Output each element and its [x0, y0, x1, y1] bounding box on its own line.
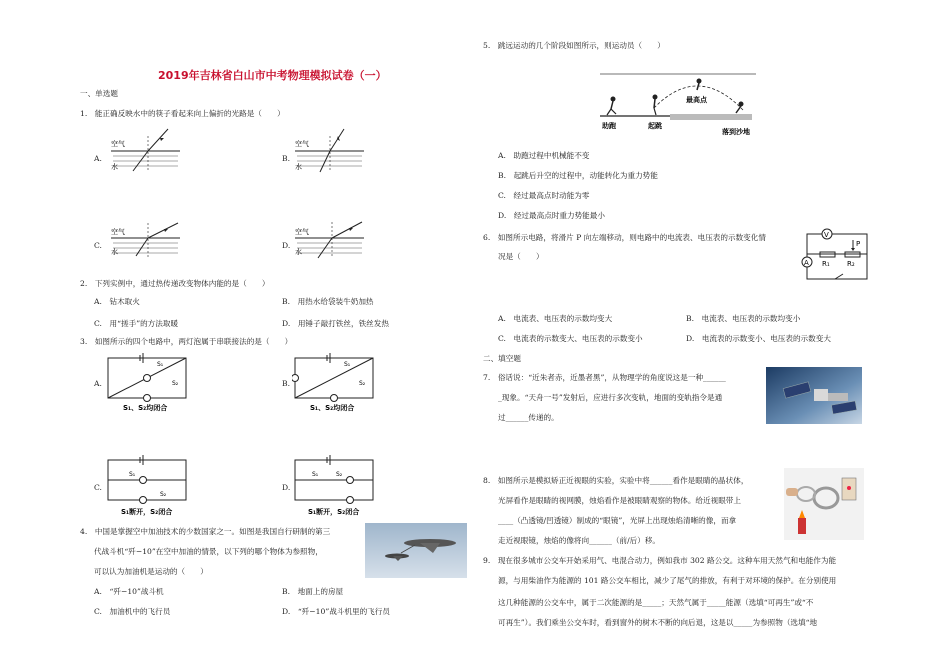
q5-option-b[interactable]: B. 起跳后升空的过程中，动能转化为重力势能: [498, 171, 658, 180]
q4-stem-line2: 代战斗机“歼−10”在空中加油的情景，以下列的哪个物体为参照物，: [94, 547, 323, 556]
q5-jump-label: 起跳: [648, 122, 662, 130]
q5-option-d[interactable]: D. 经过最高点时重力势能最小: [498, 211, 605, 220]
q2-option-b[interactable]: B. 用热水给袋装牛奶加热: [282, 297, 374, 306]
q4-option-c[interactable]: C. 加油机中的飞行员: [94, 607, 171, 616]
q4-stem-line3: 可以认为加油机是运动的（ ）: [94, 567, 208, 576]
q6-option-d[interactable]: D. 电流表的示数变小、电压表的示数变大: [686, 334, 831, 343]
q6-circuit-figure: [795, 222, 875, 287]
q1-figure-a: [108, 126, 183, 176]
q6-voltmeter-label: V: [824, 231, 829, 239]
svg-text:S₂: S₂: [336, 471, 343, 478]
q9-line4: 可再生”）。我们乘坐公交车时，看到窗外的树木不断的向后退，这是以_____为参照物（选填“地: [498, 618, 818, 627]
q1c-air-label: 空气: [111, 228, 125, 236]
q1-figure-d: [292, 218, 367, 268]
q2-option-c[interactable]: C. 用“搓手”的方法取暖: [94, 319, 179, 328]
q6-slider-label: P: [856, 240, 861, 248]
q3b-caption: S₁、S₂均闭合: [310, 404, 355, 412]
q2-stem: 2. 下列实例中，通过热传递改变物体内能的是（ ）: [80, 279, 270, 288]
q3-option-b-label[interactable]: B.: [282, 379, 290, 388]
svg-text:S₁: S₁: [344, 361, 351, 368]
q3-circuit-d: [292, 452, 377, 522]
q5-long-jump-figure: [598, 68, 758, 138]
q6-stem-line2: 况是（ ）: [498, 252, 544, 261]
q1-option-b-label[interactable]: B.: [282, 154, 290, 163]
q4-stem-line1: 4. 中国是掌握空中加油技术的少数国家之一。如图是我国自行研制的第三: [80, 527, 331, 536]
q7-line2: _现象。“天舟一号”发射后，应进行多次变轨，地面的变轨指令是通: [498, 393, 723, 402]
q4-option-b[interactable]: B. 地面上的房屋: [282, 587, 344, 596]
q8-lens-experiment-photo: [784, 468, 864, 540]
q3-circuit-c: [105, 452, 190, 522]
q7-line3: 过______传递的。: [498, 413, 559, 422]
q7-line1: 7. 俗话说：“近朱者赤，近墨者黑”，从物理学的角度说这是一种______: [483, 373, 726, 382]
q3c-caption: S₁断开，S₂闭合: [121, 508, 173, 516]
q6-ammeter-label: A: [804, 259, 809, 267]
q3-option-a-label[interactable]: A.: [94, 379, 102, 388]
q3-stem: 3. 如图所示的四个电路中，两灯泡属于串联接法的是（ ）: [80, 337, 293, 346]
q1-option-d-label[interactable]: D.: [282, 241, 291, 250]
svg-text:S₁: S₁: [312, 471, 319, 478]
q9-line3: 这几种能源的公交车中，属于二次能源的是_____；天然气属于_____能源（选填“可再生”或“不: [498, 598, 814, 607]
q3-option-d-label[interactable]: D.: [282, 483, 291, 492]
q2-option-d[interactable]: D. 用锤子敲打铁丝，铁丝发热: [282, 319, 389, 328]
q1d-air-label: 空气: [295, 228, 309, 236]
q6-option-b[interactable]: B. 电流表、电压表的示数均变小: [686, 314, 801, 323]
page-title: 2019年吉林省白山市中考物理模拟试卷（一）: [158, 69, 387, 82]
q1-figure-c: [108, 218, 183, 268]
q6-option-a[interactable]: A. 电流表、电压表的示数均变大: [498, 314, 613, 323]
q4-option-d[interactable]: D. “歼−10”战斗机里的飞行员: [282, 607, 390, 616]
q8-line4: 走近视眼镜，烛焰的像将向______（前/后）移。: [498, 536, 661, 545]
q9-line2: 源，与用柴油作为能源的 101 路公交车相比，减少了尾气的排放，有利于对环境的保护。在分别使用: [498, 576, 837, 585]
q5-stem: 5. 跳远运动的几个阶段如图所示，则运动员（ ）: [483, 41, 665, 50]
q3-circuit-b: [292, 350, 377, 415]
q5-top-label: 最高点: [686, 96, 707, 104]
q2-option-a[interactable]: A. 钻木取火: [94, 297, 140, 306]
q5-option-a[interactable]: A. 助跑过程中机械能不变: [498, 151, 590, 160]
q5-option-c[interactable]: C. 经过最高点时动能为零: [498, 191, 590, 200]
q4-jet-refueling-photo: [365, 523, 467, 578]
section-fill-blank: 二、填空题: [483, 354, 521, 363]
svg-text:S₁: S₁: [129, 471, 136, 478]
q6-option-c[interactable]: C. 电流表的示数变大、电压表的示数变小: [498, 334, 643, 343]
q1d-water-label: 水: [295, 248, 302, 256]
q3d-caption: S₁断开，S₂闭合: [308, 508, 360, 516]
q1-stem: 1. 能正确反映水中的筷子看起来向上偏折的光路是（ ）: [80, 109, 285, 118]
q8-line3: ____（凸透镜/凹透镜）制成的“眼镜”，光屏上出现烛焰清晰的像，而拿: [498, 516, 737, 525]
q6-r1-label: R₁: [822, 260, 830, 268]
q1a-water-label: 水: [111, 163, 118, 171]
q1-figure-b: [292, 126, 367, 176]
q1b-air-label: 空气: [295, 140, 309, 148]
q9-line1: 9. 现在很多城市公交车开始采用气、电混合动力，例如我市 302 路公交。这种车用天然气和电能作为能: [483, 556, 837, 565]
q4-option-a[interactable]: A. “歼−10”战斗机: [94, 587, 164, 596]
svg-text:S₂: S₂: [172, 380, 179, 387]
q1-option-c-label[interactable]: C.: [94, 241, 102, 250]
q1-option-a-label[interactable]: A.: [94, 154, 102, 163]
q1c-water-label: 水: [111, 248, 118, 256]
q6-r2-label: R₂: [847, 260, 855, 268]
q3-option-c-label[interactable]: C.: [94, 483, 102, 492]
q8-line2: 光屏看作是眼睛的视网膜，烛焰看作是被眼睛观察的物体。给近视眼带上: [498, 496, 741, 505]
svg-text:S₁: S₁: [157, 361, 164, 368]
q5-run-label: 助跑: [602, 122, 616, 130]
q8-line1: 8. 如图所示是模拟矫正近视眼的实验，实验中将______看作是眼睛的晶状体，: [483, 476, 749, 485]
q1b-water-label: 水: [295, 163, 302, 171]
q1a-air-label: 空气: [111, 140, 125, 148]
q6-stem-line1: 6. 如图所示电路，将滑片 P 向左端移动，则电路中的电流表、电压表的示数变化情: [483, 233, 766, 242]
q3-circuit-a: [105, 350, 190, 415]
svg-text:S₂: S₂: [160, 491, 167, 498]
q3a-caption: S₁、S₂均闭合: [123, 404, 168, 412]
section-single-choice: 一、单选题: [80, 89, 118, 98]
q5-land-label: 落到沙地: [722, 128, 750, 136]
svg-text:S₂: S₂: [359, 380, 366, 387]
q7-spacecraft-photo: [766, 367, 862, 424]
